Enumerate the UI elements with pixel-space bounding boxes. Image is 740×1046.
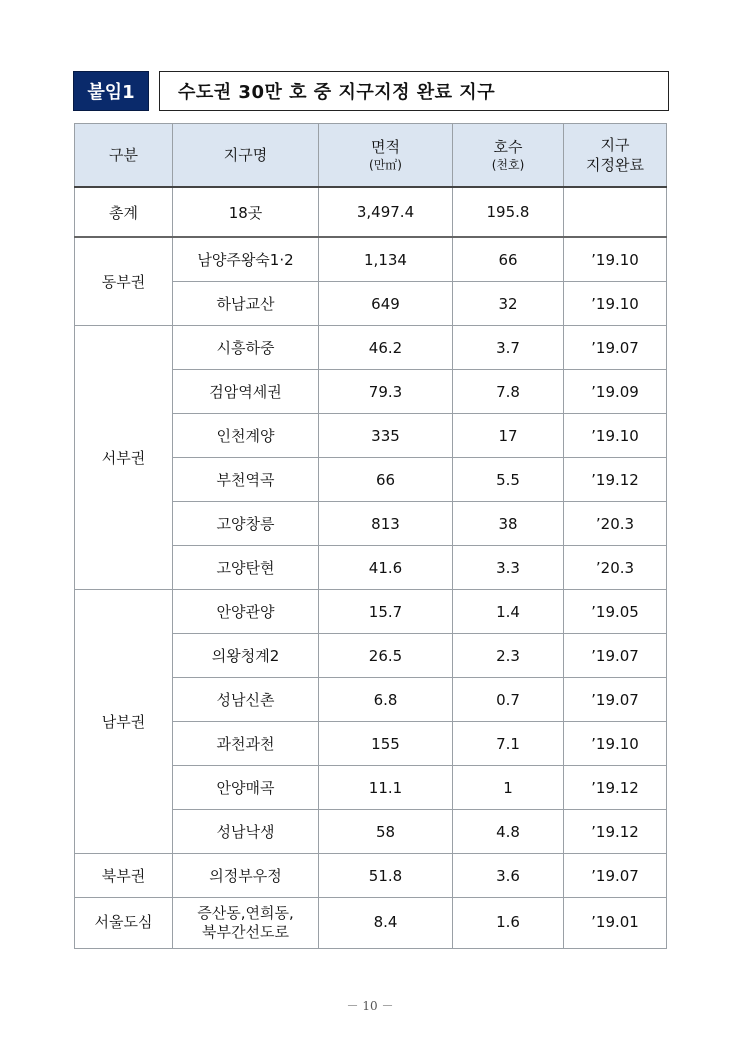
designation-date: ’19.10 — [564, 414, 667, 458]
region-cell: 서부권 — [75, 326, 173, 590]
area-value: 649 — [319, 282, 453, 326]
total-units: 195.8 — [453, 187, 564, 237]
region-cell: 동부권 — [75, 237, 173, 326]
header-area-unit: (만㎡) — [369, 158, 402, 173]
units-value: 32 — [453, 282, 564, 326]
units-value: 66 — [453, 237, 564, 282]
header-category: 구분 — [75, 124, 173, 188]
district-name: 남양주왕숙1·2 — [173, 237, 319, 282]
total-area: 3,497.4 — [319, 187, 453, 237]
area-value: 46.2 — [319, 326, 453, 370]
units-value: 3.6 — [453, 854, 564, 898]
designation-date: ’19.12 — [564, 766, 667, 810]
area-value: 15.7 — [319, 590, 453, 634]
region-cell: 북부권 — [75, 854, 173, 898]
total-row — [75, 187, 667, 237]
table-row — [75, 326, 667, 370]
district-name: 인천계양 — [173, 414, 319, 458]
area-value: 26.5 — [319, 634, 453, 678]
units-value: 17 — [453, 414, 564, 458]
district-name: 과천과천 — [173, 722, 319, 766]
designation-date: ’19.09 — [564, 370, 667, 414]
table-row — [75, 898, 667, 949]
region-cell: 남부권 — [75, 590, 173, 854]
region-cell: 서울도심 — [75, 898, 173, 949]
units-value: 7.1 — [453, 722, 564, 766]
designation-date: ’19.12 — [564, 810, 667, 854]
units-value: 2.3 — [453, 634, 564, 678]
designation-date: ’19.07 — [564, 678, 667, 722]
header-units-label: 호수 — [493, 137, 523, 156]
units-value: 7.8 — [453, 370, 564, 414]
district-name: 고양탄현 — [173, 546, 319, 590]
designation-date: ’19.10 — [564, 722, 667, 766]
district-name: 성남신촌 — [173, 678, 319, 722]
district-name-line1: 증산동,연희동, — [197, 903, 294, 922]
area-value: 41.6 — [319, 546, 453, 590]
designation-date: ’19.10 — [564, 282, 667, 326]
designation-date: ’20.3 — [564, 502, 667, 546]
area-value: 813 — [319, 502, 453, 546]
header-units — [453, 124, 564, 188]
designation-date: ’19.10 — [564, 237, 667, 282]
total-label: 총계 — [75, 187, 173, 237]
designation-date: ’20.3 — [564, 546, 667, 590]
district-name: 성남낙생 — [173, 810, 319, 854]
designation-date: ’19.05 — [564, 590, 667, 634]
header-district-name: 지구명 — [173, 124, 319, 188]
designated-districts-table — [74, 123, 667, 949]
district-name: 부천역곡 — [173, 458, 319, 502]
units-value: 3.7 — [453, 326, 564, 370]
district-name: 시흥하중 — [173, 326, 319, 370]
area-value: 51.8 — [319, 854, 453, 898]
units-value: 0.7 — [453, 678, 564, 722]
title-row — [73, 71, 669, 111]
page-title: 수도권 30만 호 중 지구지정 완료 지구 — [159, 71, 669, 111]
area-value: 1,134 — [319, 237, 453, 282]
units-value: 38 — [453, 502, 564, 546]
attachment-badge: 붙임1 — [73, 71, 149, 111]
district-name: 의왕청계2 — [173, 634, 319, 678]
header-units-unit: (천호) — [491, 158, 525, 173]
designation-date: ’19.12 — [564, 458, 667, 502]
area-value: 11.1 — [319, 766, 453, 810]
district-name — [173, 898, 319, 949]
table-row — [75, 237, 667, 282]
units-value: 1.6 — [453, 898, 564, 949]
header-designation-line1: 지구 — [600, 135, 630, 154]
units-value: 1.4 — [453, 590, 564, 634]
area-value: 66 — [319, 458, 453, 502]
table-row — [75, 590, 667, 634]
district-name: 안양매곡 — [173, 766, 319, 810]
units-value: 3.3 — [453, 546, 564, 590]
district-name: 하남교산 — [173, 282, 319, 326]
designation-date: ’19.07 — [564, 634, 667, 678]
units-value: 5.5 — [453, 458, 564, 502]
district-name: 의정부우정 — [173, 854, 319, 898]
header-area — [319, 124, 453, 188]
district-name: 안양관양 — [173, 590, 319, 634]
district-name: 검암역세권 — [173, 370, 319, 414]
header-designation-line2: 지정완료 — [586, 156, 644, 174]
total-count: 18곳 — [173, 187, 319, 237]
area-value: 58 — [319, 810, 453, 854]
area-value: 8.4 — [319, 898, 453, 949]
designation-date: ’19.07 — [564, 326, 667, 370]
header-area-label: 면적 — [371, 137, 400, 156]
area-value: 335 — [319, 414, 453, 458]
page-number: － 10 － — [346, 999, 394, 1013]
district-name: 고양창릉 — [173, 502, 319, 546]
designation-date: ’19.01 — [564, 898, 667, 949]
area-value: 155 — [319, 722, 453, 766]
designation-date: ’19.07 — [564, 854, 667, 898]
header-designation — [564, 124, 667, 188]
total-date — [564, 187, 667, 237]
area-value: 6.8 — [319, 678, 453, 722]
table-header-row — [75, 124, 667, 188]
district-name-line2: 북부간선도로 — [202, 923, 289, 941]
table-row — [75, 854, 667, 898]
units-value: 4.8 — [453, 810, 564, 854]
area-value: 79.3 — [319, 370, 453, 414]
units-value: 1 — [453, 766, 564, 810]
